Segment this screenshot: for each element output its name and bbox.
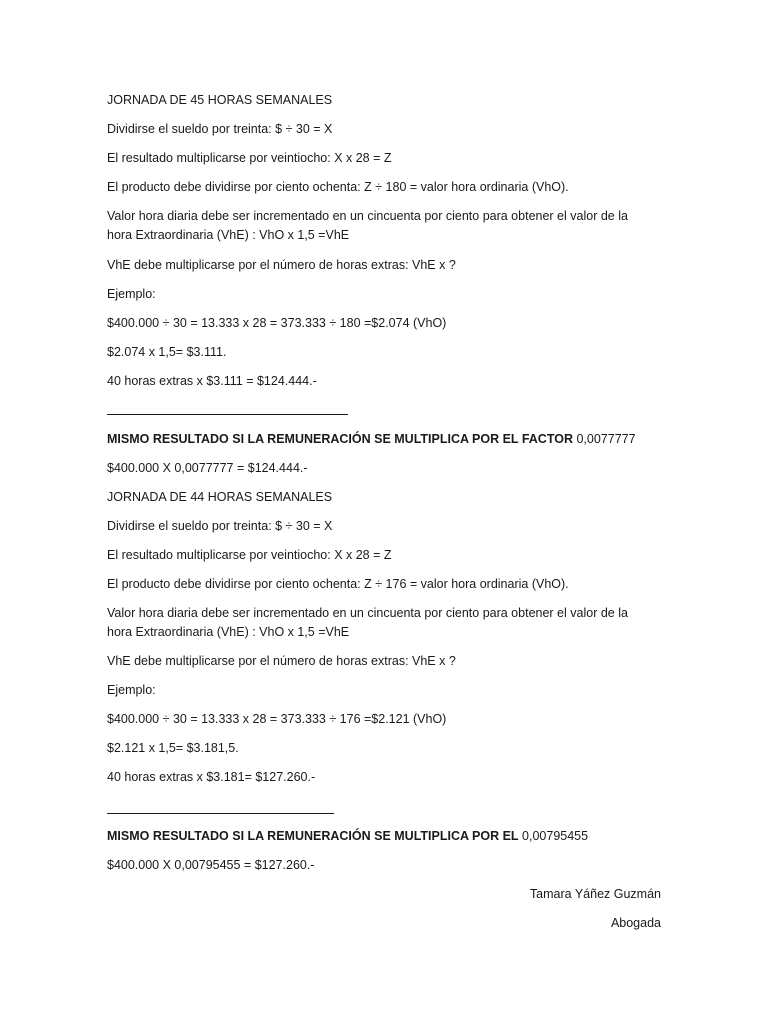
section-44-factor-result: $400.000 X 0,00795455 = $127.260.-	[107, 858, 315, 872]
section-44-example-1: $400.000 ÷ 30 = 13.333 x 28 = 373.333 ÷ 176 =$2.121 (VhO)	[107, 712, 447, 726]
section-44-factor-value: 0,00795455	[518, 829, 589, 843]
section-45-step-4: Valor hora diaria debe ser incrementado en un cincuenta por ciento para obtener el valor de la hora Extraordinaria (VhE) : VhO x 1,5 =VhE	[107, 209, 628, 242]
section-45-step-2: El resultado multiplicarse por veintiocho: X x 28 = Z	[107, 151, 392, 165]
section-44-factor-bold: MISMO RESULTADO SI LA REMUNERACIÓN SE MULTIPLICA POR EL	[107, 829, 519, 843]
signature-name: Tamara Yáñez Guzmán	[529, 887, 661, 901]
divider-line-2	[107, 813, 334, 814]
section-44-example-label: Ejemplo:	[107, 683, 156, 697]
section-44-heading: JORNADA DE 44 HORAS SEMANALES	[107, 490, 333, 504]
section-44-step-1: Dividirse el sueldo por treinta: $ ÷ 30 = X	[107, 519, 333, 533]
section-45-step-3: El producto debe dividirse por ciento ochenta: Z ÷ 180 = valor hora ordinaria (VhO).	[107, 180, 569, 194]
section-44-example-3: 40 horas extras x $3.181= $127.260.-	[107, 770, 316, 784]
section-45-factor-value: 0,0077777	[572, 432, 636, 446]
section-45-step-1: Dividirse el sueldo por treinta: $ ÷ 30 = X	[107, 122, 333, 136]
signature-title: Abogada	[610, 916, 661, 930]
divider-line-1	[107, 414, 348, 415]
section-45-example-3: 40 horas extras x $3.111 = $124.444.-	[107, 374, 317, 388]
section-44-step-4: Valor hora diaria debe ser incrementado en un cincuenta por ciento para obtener el valor de la hora Extraordinaria (VhE) : VhO x 1,5 =VhE	[107, 606, 628, 639]
section-44-factor-line	[107, 827, 588, 845]
section-45-example-2: $2.074 x 1,5= $3.111.	[107, 345, 227, 359]
section-44-example-2: $2.121 x 1,5= $3.181,5.	[107, 741, 239, 755]
section-45-heading: JORNADA DE 45 HORAS SEMANALES	[107, 93, 333, 107]
section-45-example-1: $400.000 ÷ 30 = 13.333 x 28 = 373.333 ÷ 180 =$2.074 (VhO)	[107, 316, 447, 330]
section-44-step-2: El resultado multiplicarse por veintiocho: X x 28 = Z	[107, 548, 392, 562]
section-44-step-5: VhE debe multiplicarse por el número de horas extras: VhE x ?	[107, 654, 456, 668]
section-44-step-3: El producto debe dividirse por ciento ochenta: Z ÷ 176 = valor hora ordinaria (VhO).	[107, 577, 569, 591]
section-45-example-label: Ejemplo:	[107, 287, 156, 301]
section-45-factor-result: $400.000 X 0,0077777 = $124.444.-	[107, 461, 308, 475]
section-45-factor-line	[107, 430, 636, 448]
section-45-factor-bold: MISMO RESULTADO SI LA REMUNERACIÓN SE MULTIPLICA POR EL FACTOR	[107, 432, 573, 446]
section-45-step-5: VhE debe multiplicarse por el número de horas extras: VhE x ?	[107, 258, 456, 272]
